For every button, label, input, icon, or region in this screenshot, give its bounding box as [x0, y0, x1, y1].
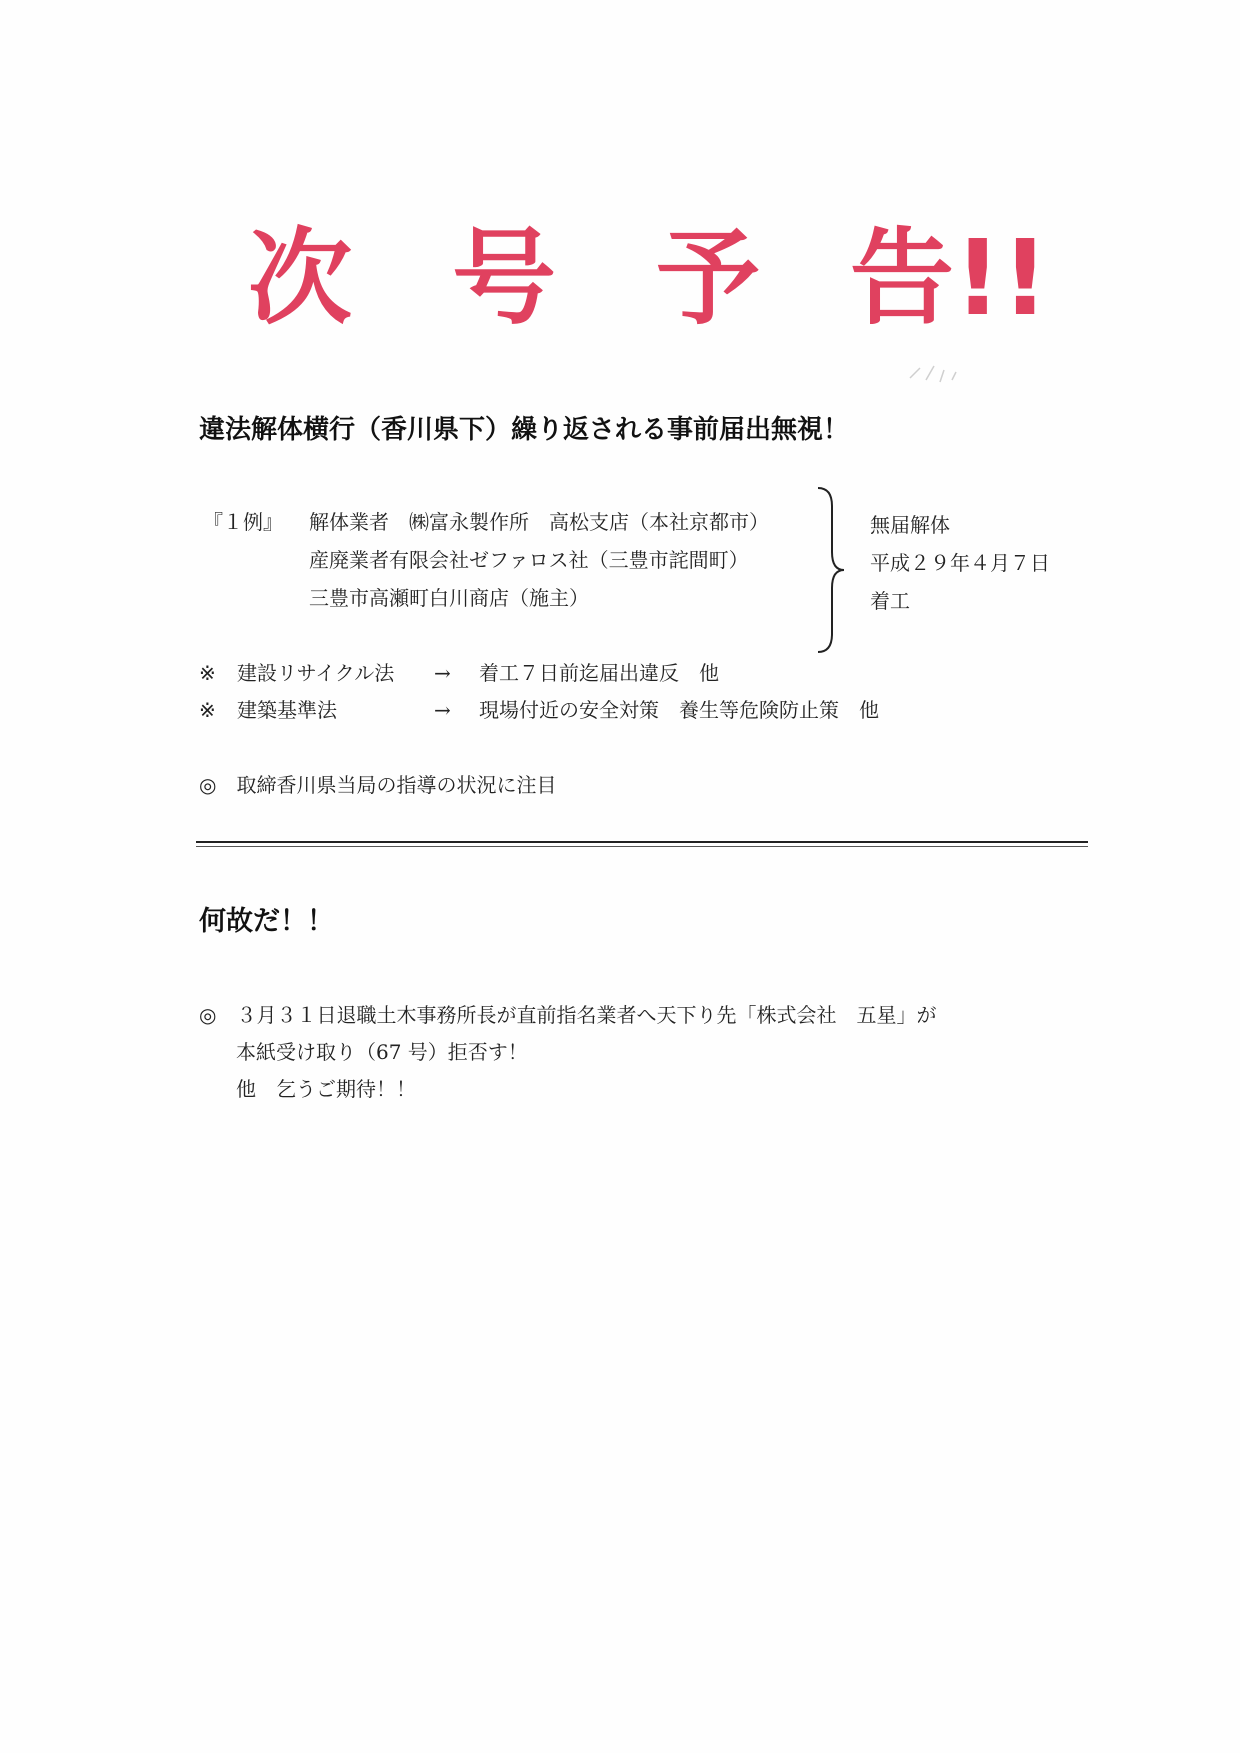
curly-brace: [812, 486, 848, 654]
note-2-arrow: →: [434, 698, 451, 722]
headline-2: 何故だ！！: [199, 906, 334, 937]
title-char-1: 次: [248, 217, 353, 339]
scan-smudge: [900, 360, 980, 386]
body-line-1: ◎ ３月３１日退職土木事務所長が直前指名業者へ天下り先「株式会社 五星」が: [199, 1003, 937, 1027]
example-label: 『１例』: [203, 510, 283, 534]
headline: 違法解体横行（香川県下）繰り返される事前届出無視！: [199, 415, 850, 445]
note-1-arrow: →: [434, 661, 451, 685]
note-1-mark: ※: [199, 661, 216, 685]
note-2-detail: 現場付近の安全対策 養生等危険防止策 他: [479, 698, 879, 722]
body-line-2: 本紙受け取り（67 号）拒否す！: [236, 1040, 528, 1064]
attention-line: ◎ 取締香川県当局の指導の状況に注目: [199, 773, 557, 797]
example-line-3: 三豊市高瀬町白川商店（施主）: [309, 586, 589, 610]
example-line-2: 産廃業者有限会社ゼファロス社（三豊市詫間町）: [309, 548, 749, 572]
title-char-3: 予: [656, 217, 761, 339]
example-right-2: 平成２９年４月７日: [870, 551, 1050, 575]
example-right-3: 着工: [870, 589, 910, 613]
title-char-4: 告!!: [850, 217, 1049, 339]
example-right-1: 無届解体: [870, 513, 950, 537]
title-char-2: 号: [452, 217, 557, 339]
divider-line-lower: [196, 846, 1088, 847]
title-banner: [240, 217, 1049, 339]
divider-line: [196, 841, 1088, 843]
body-line-3: 他 乞うご期待！！: [236, 1077, 416, 1101]
example-line-1: 解体業者 ㈱富永製作所 高松支店（本社京都市）: [309, 510, 769, 534]
note-2-mark: ※: [199, 698, 216, 722]
note-2-law: 建築基準法: [237, 698, 337, 722]
note-1-detail: 着工７日前迄届出違反 他: [479, 661, 719, 685]
note-1-law: 建設リサイクル法: [237, 661, 395, 685]
